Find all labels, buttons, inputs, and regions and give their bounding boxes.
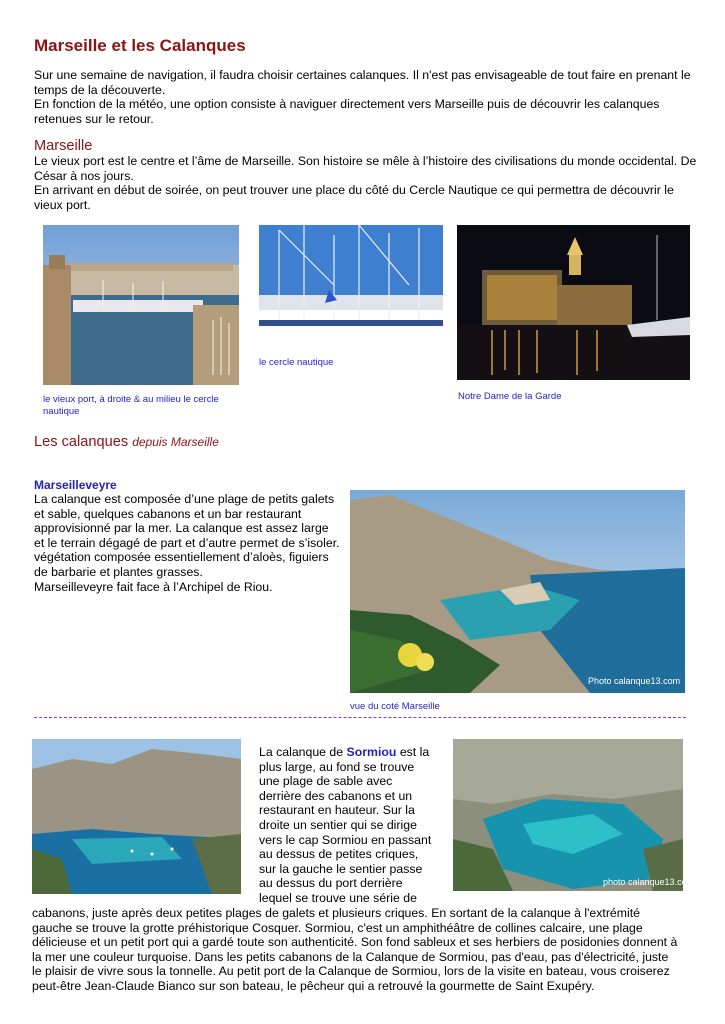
sormiou-full-line: le plaisir de vivre sous la tonnelle. Au petit port de la Calanque de Sormiou, lors de la visite en bateau, vous croiserez bbox=[32, 964, 670, 979]
marseille-line: vieux port. bbox=[34, 197, 91, 212]
sormiou-photo-left bbox=[32, 739, 241, 894]
sormiou-photo-right bbox=[453, 739, 695, 891]
marseille-line: En arrivant en début de soirée, on peut trouver une place du côté du Cercle Nautique ce qui permettra de découvrir le bbox=[34, 183, 674, 198]
marseilleveyre-line: Marseilleveyre fait face à l’Archipel de Riou. bbox=[34, 579, 273, 594]
intro-line: retenues sur le retour. bbox=[34, 111, 154, 126]
notre-dame-photo bbox=[457, 225, 690, 380]
marseille-line: Le vieux port est le centre et l’âme de Marseille. Son histoire se mêle à l’histoire des civilisations du monde occidental. De bbox=[34, 154, 697, 168]
sormiou-watermark: photo calanque13.com bbox=[603, 877, 695, 887]
sormiou-line: une plage de sable avec bbox=[259, 774, 393, 789]
marseilleveyre-line: et sable, quelques cabanons et un bar restaurant bbox=[34, 506, 302, 521]
sormiou-line: sur la gauche le sentier passe bbox=[259, 861, 423, 876]
marseille-line: César à nos jours. bbox=[34, 168, 134, 183]
sormiou-line: plus large, au fond se trouve bbox=[259, 759, 415, 774]
marseilleveyre-caption: vue du coté Marseille bbox=[350, 701, 440, 712]
sormiou-full-line: peut-être Jean-Claude Bianco sur son bateau, le pêcheur qui a retrouvé la gourmette de Saint Exupéry. bbox=[32, 978, 595, 993]
cercle-nautique-caption: le cercle nautique bbox=[259, 357, 334, 368]
sormiou-line-post: est la bbox=[396, 745, 430, 759]
sormiou-line: au dessus de petites criques, bbox=[259, 847, 419, 862]
intro-line: temps de la découverte. bbox=[34, 82, 166, 97]
sormiou-line: au dessus du port derrière bbox=[259, 876, 403, 891]
marseilleveyre-paragraph bbox=[34, 492, 344, 594]
sormiou-name: Sormiou bbox=[346, 745, 397, 759]
caption-line: nautique bbox=[43, 405, 80, 417]
calanques-heading-text: Les calanques bbox=[34, 434, 129, 450]
sormiou-full-line: cabanons, juste après deux petites plages de galets et plusieurs criques. En sortant de la calanque à l'extrémité bbox=[32, 906, 640, 920]
calanques-heading bbox=[34, 434, 219, 450]
sormiou-line: vers le cap Sormiou en passant bbox=[259, 832, 432, 847]
sormiou-full-line: la mer une couleur turquoise. Dans les petits cabanons de la Calanque de Sormiou, pas d'eau, pas d'électricité, juste bbox=[32, 949, 669, 964]
intro-line: Sur une semaine de navigation, il faudra choisir certaines calanques. Il n'est pas envisageable de tout faire en prenant le bbox=[34, 68, 691, 82]
marseilleveyre-line: de barbarie et plantes grasses. bbox=[34, 564, 203, 579]
marseilleveyre-line: approvisionné par la mer. La calanque est assez large bbox=[34, 521, 329, 536]
marseilleveyre-heading: Marseilleveyre bbox=[34, 478, 117, 492]
notre-dame-caption: Notre Dame de la Garde bbox=[458, 391, 562, 402]
marseille-heading: Marseille bbox=[34, 138, 93, 154]
calanques-subheading: depuis Marseille bbox=[132, 435, 219, 449]
sormiou-line: droite un sentier qui se dirige bbox=[259, 817, 417, 832]
sormiou-column-text bbox=[259, 745, 449, 906]
marseilleveyre-line: végétation composée essentiellement d’aloès, figuiers bbox=[34, 550, 329, 565]
marseilleveyre-line: et le terrain dégagé de part et d’autre permet de s’isoler. bbox=[34, 535, 340, 550]
marseille-paragraph bbox=[34, 154, 704, 212]
vieux-port-caption bbox=[43, 394, 243, 417]
sormiou-line: derrière des cabanons et un bbox=[259, 788, 413, 803]
sormiou-full-line: gauche se trouve la grotte préhistorique Cosquer. Sormiou, c'est un amphithéâtre de collines calcaire, une plage bbox=[32, 920, 643, 935]
page-title: Marseille et les Calanques bbox=[34, 36, 246, 55]
marseilleveyre-line: La calanque est composée d’une plage de petits galets bbox=[34, 492, 335, 506]
section-divider bbox=[34, 717, 686, 718]
sormiou-line-pre: La calanque de bbox=[259, 745, 347, 759]
caption-line: le vieux port, à droite & au milieu le cercle bbox=[43, 394, 219, 405]
vieux-port-photo bbox=[43, 225, 239, 385]
sormiou-full-text bbox=[32, 906, 702, 994]
marseilleveyre-watermark: Photo calanque13.com bbox=[588, 676, 681, 686]
intro-paragraph bbox=[34, 68, 704, 126]
sormiou-line: restaurant en hauteur. Sur la bbox=[259, 803, 415, 818]
sormiou-full-line: délicieuse et un petit port qui a gardé toute son authenticité. Son fond sableux et ses herbiers de posidonies donnent à bbox=[32, 935, 678, 950]
cercle-nautique-photo bbox=[259, 225, 443, 350]
intro-line: En fonction de la météo, une option consiste à naviguer directement vers Marseille puis de découvrir les calanques bbox=[34, 97, 660, 112]
sormiou-line bbox=[259, 745, 449, 760]
marseilleveyre-photo bbox=[350, 490, 685, 693]
sormiou-line: lequel se trouve une série de bbox=[259, 890, 417, 905]
